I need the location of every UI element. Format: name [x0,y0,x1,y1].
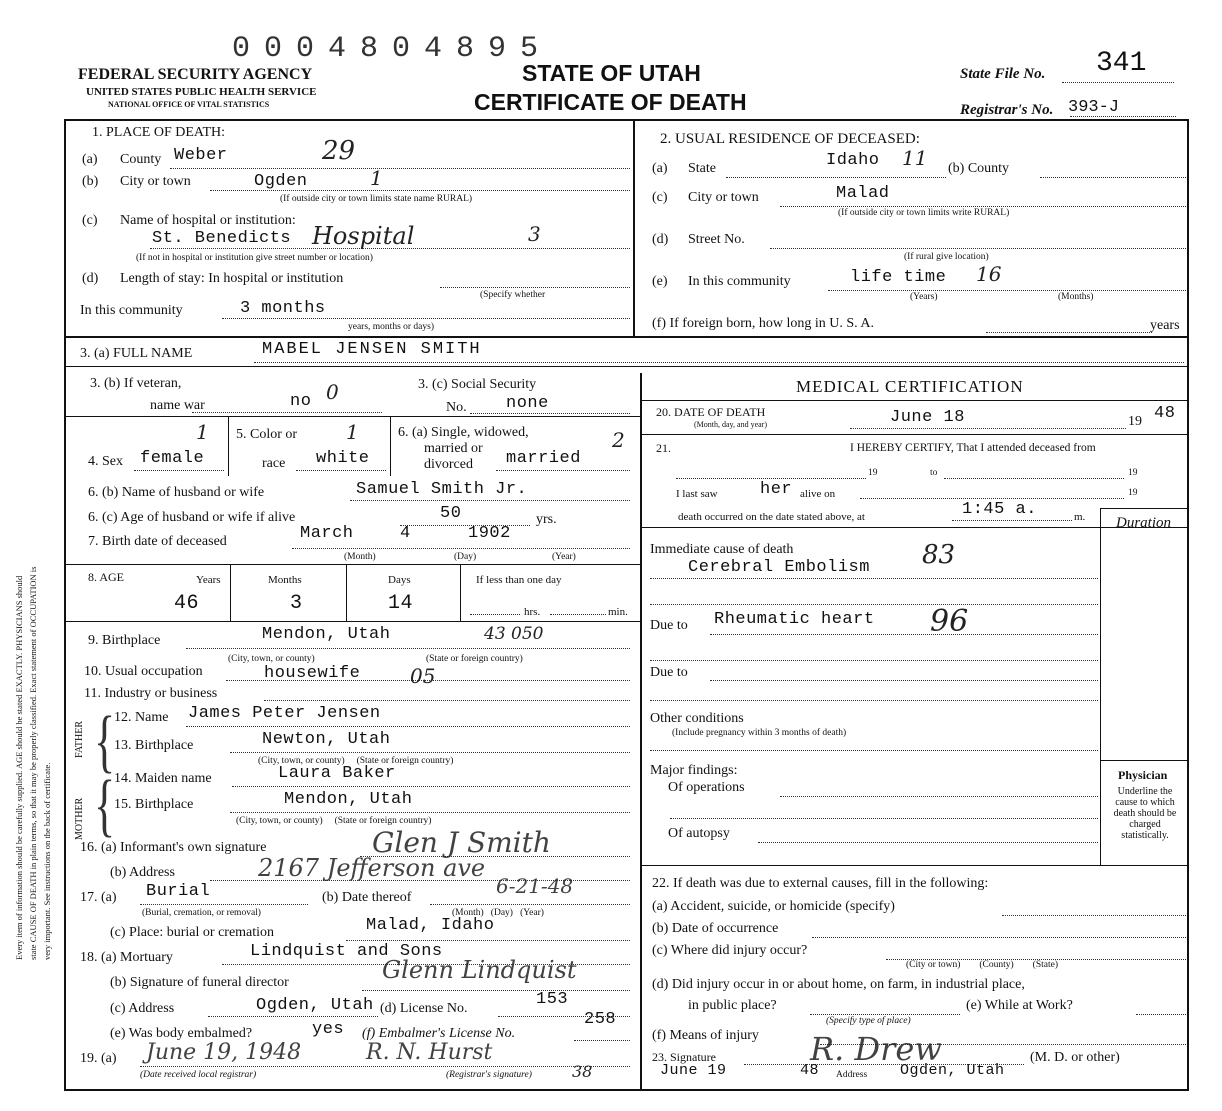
sex-value: female [140,449,205,468]
license-label: (d) License No. [380,1001,468,1016]
vline-age1 [230,564,231,621]
min-label: min. [608,606,628,618]
to-line [944,478,1124,479]
mother-bp-label: 15. Birthplace [114,797,194,812]
operations-label: Of operations [668,780,745,795]
father-brace: { [94,701,116,780]
hosp-code: 3 [528,222,541,246]
signature-address: Ogden, Utah [900,1062,1005,1079]
registrar-code: 38 [572,1062,593,1081]
hline-1 [64,336,1188,338]
hline-3 [64,416,641,417]
marital-value: married [506,449,581,468]
usphs-label: UNITED STATES PUBLIC HEALTH SERVICE [86,86,317,98]
birth-year: 1902 [468,524,511,543]
death-occurred-label: death occurred on the date stated above, at [678,511,865,523]
external-a-line [1002,915,1186,916]
hline-2 [64,366,1188,367]
time-value: 1:45 a. [962,500,1037,519]
father-bp-line [230,752,630,753]
serial-number: 0004804895 [232,32,553,66]
color-label: 5. Color or [236,427,298,442]
full-name-label: 3. (a) FULL NAME [80,346,193,361]
spouse-label: 6. (b) Name of husband or wife [88,485,265,500]
marital-l2: married or [424,441,483,456]
rural-note: (If rural give location) [904,252,989,262]
marital-code: 2 [612,428,625,452]
age-months-label: Months [268,574,302,586]
birthplace-line [186,648,630,649]
due-to-1-code: 96 [930,604,969,639]
ssn-sub: No. [446,400,467,415]
certificate-title: CERTIFICATE OF DEATH [474,89,747,115]
registrar-sig-note: (Registrar's signature) [446,1070,532,1080]
father-side-label: FATHER [74,720,85,758]
age-days-label: Days [388,574,411,586]
foreign-label: (f) If foreign born, how long in U. S. A. [652,316,875,331]
ssn-value: none [506,394,549,413]
hosp-label: Name of hospital or institution: [120,213,296,228]
father-name-line [186,726,630,727]
mother-brace: { [94,765,116,844]
margin-instruction-2: state CAUSE OF DEATH in plain terms, so that it may be properly classified. Exact statement of OCCUPATION is [28,566,38,960]
community-value: 3 months [240,299,326,318]
frame-top [64,119,1188,121]
director-signature: Glenn Lindquist [382,956,577,984]
hline-r4 [641,865,1188,866]
frame-right [1187,119,1189,1091]
state-letter: (a) [652,161,668,176]
operations-line [780,796,1098,797]
other-conditions-label: Other conditions [650,711,744,726]
external-causes-label: 22. If death was due to external causes, fill in the following: [652,876,989,891]
external-d2: in public place? [688,998,777,1013]
divider-main [640,373,642,1091]
father-bp-label: 13. Birthplace [114,738,194,753]
burial-value: Burial [146,882,211,901]
race-line [296,470,386,471]
birth-day-note: (Day) [454,552,477,562]
registrar-date: June 19, 1948 [146,1040,302,1065]
county-letter: (a) [82,152,98,167]
immediate-extra-line [650,604,1098,605]
dod-line [850,428,1126,429]
margin-instruction-3: very important. See instructions on the back of certificate. [42,762,52,960]
res-community-letter: (e) [652,274,668,289]
state-file-line [1062,82,1174,83]
vline-sex [228,416,229,476]
birth-label: 7. Birth date of deceased [88,534,227,549]
immediate-cause-label: Immediate cause of death [650,542,794,557]
occupation-label: 10. Usual occupation [84,664,203,679]
stay-letter: (d) [82,271,99,286]
immediate-cause-line [650,578,1098,579]
ssn-label: 3. (c) Social Security [418,377,537,392]
dod-note: (Month, day, and year) [694,420,768,429]
external-d-line [810,1014,960,1015]
informant-addr-value: 2167 Jefferson ave [258,854,486,882]
res-state-code: 11 [902,146,928,170]
state-title: STATE OF UTAH [522,60,701,86]
res-county-label: (b) County [948,161,1010,176]
res-city-value: Malad [836,184,890,203]
vline-age3 [460,564,461,621]
sex-code: 1 [196,420,209,444]
birth-line [292,548,630,549]
res-community-value: life time [850,268,947,287]
state-file-label: State File No. [960,66,1046,82]
birth-month-note: (Month) [344,552,376,562]
mother-name-value: Laura Baker [278,764,396,783]
vline-age2 [346,564,347,621]
mother-bp-line [230,812,630,813]
signature-date: June 19 [660,1062,727,1079]
county-label: County [120,152,162,167]
community-label: In this community [80,303,183,318]
specify-note: (Specify whether [480,290,546,300]
burial-place-line [346,940,630,941]
mortuary-value: Lindquist and Sons [250,942,443,961]
full-name-value: MABEL JENSEN SMITH [262,340,482,359]
other-conditions-line [650,750,1098,751]
res-state-value: Idaho [826,151,880,170]
physician-title: Physician [1118,768,1168,782]
dod-year-prefix: 19 [1128,414,1142,429]
license-value: 153 [536,990,569,1009]
external-c-note: (City or town) (County) (State) [906,960,1058,970]
spouse-line [350,500,630,501]
age-years-label: Years [196,574,221,586]
city-note: (If outside city or town limits state name RURAL) [280,194,473,204]
director-label: (b) Signature of funeral director [110,975,289,990]
fd-address-line [208,1016,378,1017]
last-saw-label: I last saw [676,488,718,500]
spouse-value: Samuel Smith Jr. [356,480,528,499]
veteran-value: no [290,392,312,411]
item-21: 21. [656,441,671,455]
marital-l3: divorced [424,457,473,472]
dod-label-text: 20. DATE OF DEATH [656,405,766,419]
external-e-line [1136,1014,1186,1015]
burial-place-value: Malad, Idaho [366,916,495,935]
less-than-day-label: If less than one day [476,574,562,586]
sex-line [134,470,224,471]
embalmer-license-label: (f) Embalmer's License No. [362,1026,516,1041]
fd-address-value: Ogden, Utah [256,996,374,1015]
alive-line [860,498,1124,499]
ssn-line [470,413,630,414]
years-note: (Years) [910,292,938,302]
mother-bp-note: (City, town, or county) (State or foreign country) [236,816,432,826]
full-name-line [254,362,1184,363]
foreign-years: years [1150,318,1180,333]
due-to-1-label: Due to [650,618,688,633]
hosp-note: (If not in hospital or institution give street number or location) [136,253,373,263]
immediate-cause-value: Cerebral Embolism [688,558,870,577]
registrar-signature: R. N. Hurst [366,1040,493,1065]
major-findings-label: Major findings: [650,763,738,778]
vline-race [390,416,391,476]
res-community-line [828,290,1186,291]
res-city-label: City or town [688,190,759,205]
external-d1: (d) Did injury occur in or about home, on farm, in industrial place, [652,977,1025,992]
autopsy-line [758,842,1098,843]
registrar-date-note: (Date received local registrar) [140,1070,257,1080]
duration-label: Duration [1116,515,1172,531]
autopsy-label: Of autopsy [668,826,730,841]
min-line [550,614,606,615]
frame-bottom [64,1089,1188,1091]
alive-19: 19 [1128,488,1138,498]
external-e: (e) While at Work? [966,998,1073,1013]
mother-side-label: MOTHER [74,797,85,840]
novs-label: NATIONAL OFFICE OF VITAL STATISTICS [108,100,270,109]
director-line [362,990,630,991]
external-b: (b) Date of occurrence [652,921,779,936]
hosp-letter: (c) [82,213,98,228]
hrs-line [470,614,520,615]
birth-year-note: (Year) [552,552,576,562]
due-to-2-label: Due to [650,665,688,680]
alive-on-label: alive on [800,488,836,500]
birth-day: 4 [400,524,411,543]
registrar-label: Registrar's No. [960,102,1054,118]
agency-name: FEDERAL SECURITY AGENCY [78,66,313,83]
city-letter: (b) [82,174,99,189]
operations-extra-line [670,818,1098,819]
external-c: (c) Where did injury occur? [652,943,808,958]
community-line [222,318,630,319]
res-state-label: State [688,161,716,176]
res-city-line [780,206,1186,207]
birthplace-ctc-note: (City, town, or county) [228,654,315,664]
father-bp-note: (City, town, or county) (State or foreign country) [258,756,454,766]
last-saw-value: her [760,480,793,499]
informant-signature: Glen J Smith [372,826,551,859]
stay-line [440,287,630,288]
physician-instruction: Underline the cause to which death should be charged statistically. [1113,786,1177,841]
marital-label: 6. (a) Single, widowed, [398,425,529,440]
registrar-row-line [140,1066,630,1067]
race-value: white [316,449,370,468]
occupation-value: housewife [264,664,361,683]
place-type-note: (Specify type of place) [826,1016,911,1026]
external-a: (a) Accident, suicide, or homicide (specify) [652,899,895,914]
spouse-age-value: 50 [440,504,462,523]
veteran-label: 3. (b) If veteran, [90,376,182,391]
hline-r3 [641,527,1188,528]
hline-5 [64,621,641,622]
res-community-code: 16 [976,262,1002,286]
birth-month: March [300,524,354,543]
age-days-value: 14 [388,592,414,615]
spouse-age-unit: yrs. [536,512,557,527]
city-value: Ogden [254,172,308,191]
months-note: (Months) [1058,292,1094,302]
from-19: 19 [868,468,878,478]
res-state-line [726,177,946,178]
age-months-value: 3 [290,592,303,615]
hline-r2 [641,434,1188,435]
registrar-row-label: 19. (a) [80,1051,117,1066]
external-f: (f) Means of injury [652,1028,759,1043]
to-label: to [930,468,938,478]
hline-4 [64,564,641,565]
divider-top [633,119,635,337]
informant-label: 16. (a) Informant's own signature [80,840,267,855]
birthplace-code: 43 050 [484,624,544,644]
race-code: 1 [346,420,359,444]
birthplace-value: Mendon, Utah [262,625,391,644]
signature-year: 48 [800,1062,820,1079]
mother-bp-value: Mendon, Utah [284,790,413,809]
hrs-label: hrs. [524,606,541,618]
industry-line [264,700,630,701]
burial-place-label: (c) Place: burial or cremation [110,925,275,940]
birthplace-label: 9. Birthplace [88,633,161,648]
county-value: Weber [174,146,228,165]
veteran-code: 0 [326,380,339,404]
embalmed-label: (e) Was body embalmed? [110,1026,253,1041]
father-bp-value: Newton, Utah [262,730,391,749]
to-19: 19 [1128,468,1138,478]
residence-label: 2. USUAL RESIDENCE OF DECEASED: [660,131,920,147]
signature-address-label: Address [836,1070,868,1080]
physician-signature: R. Drew [810,1030,942,1068]
place-of-death-label: 1. PLACE OF DEATH: [92,125,226,140]
mother-name-line [232,786,630,787]
due-to-2-extra-line [650,700,1098,701]
external-b-line [812,937,1186,938]
embalmer-license-line [574,1040,630,1041]
duration-divider [1100,508,1101,865]
informant-addr-label: (b) Address [110,865,175,880]
industry-label: 11. Industry or business [84,686,218,701]
medical-cert-title: MEDICAL CERTIFICATION [796,377,1024,396]
registrar-number: 393-J [1068,98,1120,117]
physician-top [1100,760,1188,761]
ymd-note: years, months or days) [348,322,435,332]
fd-address-label: (c) Address [110,1001,175,1016]
veteran-line [192,412,382,413]
city-code: 1 [370,166,383,190]
age-years-value: 46 [174,592,200,615]
res-county-line [1040,177,1186,178]
marital-line [496,470,630,471]
from-line [676,478,866,479]
margin-instruction-1: Every item of information should be carefully supplied. AGE should be stated EXACTLY. PHYSICIANS should [14,575,24,960]
street-line [770,248,1186,249]
duration-top [1100,508,1188,509]
hline-r1 [641,400,1188,401]
frame-left [64,119,66,1091]
burial-note: (Burial, cremation, or removal) [142,908,261,918]
stay-label: Length of stay: In hospital or institution [120,271,344,286]
father-name-label: 12. Name [114,710,169,725]
res-community-label: In this community [688,274,791,289]
res-city-note: (If outside city or town limits write RURAL) [838,208,1010,218]
res-city-letter: (c) [652,190,668,205]
occupation-code: 05 [410,664,436,688]
burial-date-value: 6-21-48 [496,874,574,898]
burial-line [140,904,308,905]
time-m: m. [1074,511,1086,523]
mortuary-label: 18. (a) Mortuary [80,950,173,965]
county-line [170,168,630,169]
md-note: (M. D. or other) [1030,1050,1120,1065]
sex-label: 4. Sex [88,454,123,469]
burial-date-label: (b) Date thereof [322,890,412,905]
embalmer-license-value: 258 [584,1010,617,1029]
burial-date-line [430,904,630,905]
due-to-1-value: Rheumatic heart [714,610,875,629]
immediate-cause-code: 83 [922,540,956,570]
dod-value: June 18 [890,408,965,427]
race-label: race [262,456,286,471]
hosp-value: St. Benedicts [152,229,292,248]
county-code: 29 [322,136,356,166]
other-conditions-note: (Include pregnancy within 3 months of death) [672,728,847,738]
foreign-line [986,332,1152,333]
embalmed-value: yes [312,1020,345,1039]
due-to-1-line [710,634,1098,635]
street-label: Street No. [688,232,745,247]
city-label: City or town [120,174,191,189]
mother-name-label: 14. Maiden name [114,771,212,786]
due-to-1-extra-line [650,660,1098,661]
burial-label: 17. (a) [80,890,117,905]
birthplace-sfc-note: (State or foreign country) [426,654,523,664]
spouse-age-label: 6. (c) Age of husband or wife if alive [88,510,296,525]
burial-mdy-note: (Month) (Day) (Year) [452,908,544,918]
age-label: 8. AGE [88,570,124,584]
hosp-handwriting: Hospital [312,222,415,250]
certify-text: I HEREBY CERTIFY, That I attended deceased from [850,442,1096,454]
due-to-2-line [710,680,1098,681]
state-file-number: 341 [1096,48,1147,79]
signature-label: 23. Signature [652,1050,716,1064]
dod-year-value: 48 [1154,404,1176,423]
father-name-value: James Peter Jensen [188,704,381,723]
veteran-sub: name war [150,398,205,413]
time-line [952,520,1072,521]
street-letter: (d) [652,232,669,247]
dod-label [656,405,765,420]
